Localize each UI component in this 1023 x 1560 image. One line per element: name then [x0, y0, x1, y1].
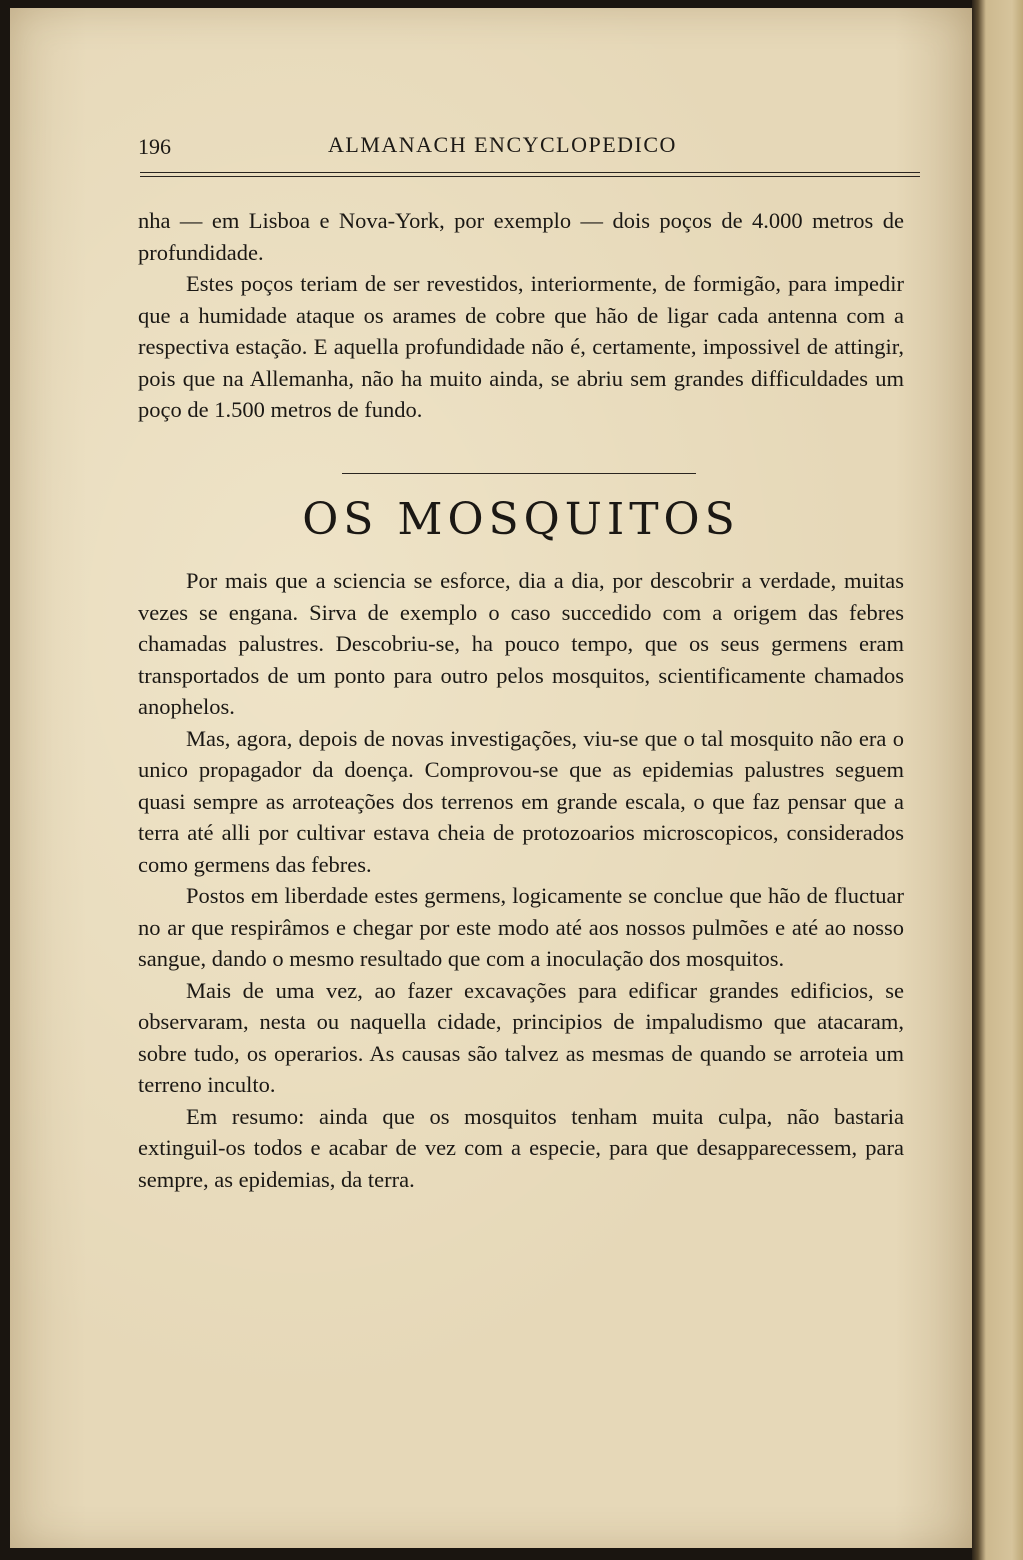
article-paragraph: Mas, agora, depois de novas investigações, viu-se que o tal mosquito não era o unico propagador da doença. Comprovou-se que as epidemias palustres seguem quasi sempre as arroteações dos terrenos em grande escala, o que faz pensar que a terra até alli por cultivar estava cheia de protozoarios microscopicos, considerados como germens das febres. [138, 725, 904, 877]
article-paragraph: Em resumo: ainda que os mosquitos tenham muita culpa, não bastaria extinguil-os todos e acabar de vez com a especie, para que desapparecessem, para sempre, as epidemias, da terra. [138, 1103, 904, 1192]
page-number: 196 [138, 134, 171, 159]
header-rule [140, 172, 920, 177]
page-header [128, 128, 896, 162]
section-divider [342, 473, 696, 474]
running-head: ALMANACH ENCYCLOPEDICO [328, 132, 677, 157]
article-body [138, 565, 904, 1195]
facing-page-edge [972, 0, 1023, 1560]
intro-paragraph: nha — em Lisboa e Nova-York, por exemplo — dois poços de 4.000 metros de profundidade. [138, 208, 904, 265]
intro-text [138, 205, 904, 426]
article-paragraph: Por mais que a sciencia se esforce, dia a dia, por descobrir a verdade, muitas vezes se engana. Sirva de exemplo o caso succedido com a origem das febres chamadas palustres. Descobriu-se, ha pouco tempo, que os seus germens eram transportados de um ponto para outro pelos mosquitos, scientificamente chamados anophelos. [138, 568, 904, 719]
article-paragraph: Mais de uma vez, ao fazer excavações para edificar grandes edificios, se observaram, nesta ou naquella cidade, principios de impaludismo que atacaram, sobre tudo, os operarios. As causas são talvez as mesmas de quando se arroteia um terreno inculto. [138, 977, 904, 1097]
intro-paragraph: Estes poços teriam de ser revestidos, interiormente, de formigão, para impedir que a humidade ataque os arames de cobre que hão de ligar cada antenna com a respectiva estação. E aquella profundidade não é, certamente, impossivel de attingir, pois que na Allemanha, não ha muito ainda, se abriu sem grandes difficuldades um poço de 1.500 metros de fundo. [138, 271, 904, 422]
article-title: OS MOSQUITOS [302, 494, 740, 545]
article-paragraph: Postos em liberdade estes germens, logicamente se conclue que hão de fluctuar no ar que respirâmos e chegar por este modo até aos nossos pulmões e até ao nosso sangue, dando o mesmo resultado que com a inoculação dos mosquitos. [138, 883, 904, 971]
